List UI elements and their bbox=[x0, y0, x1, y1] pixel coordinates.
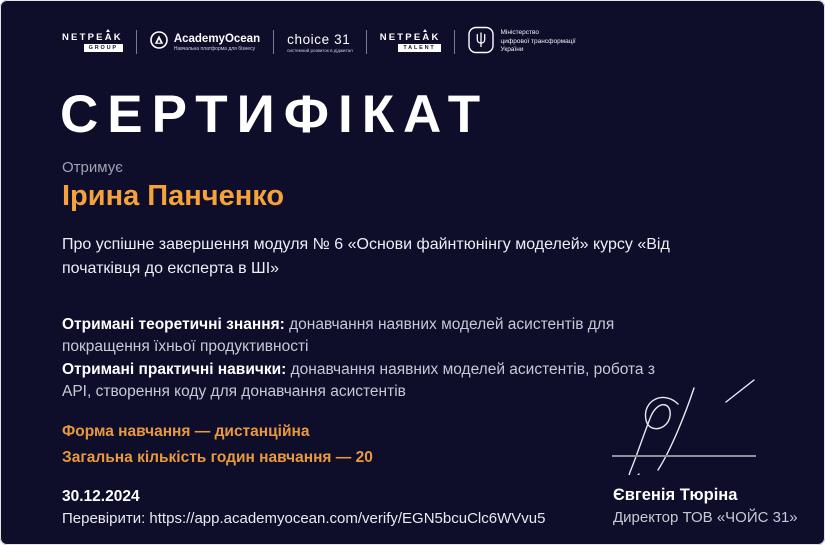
logo-divider bbox=[454, 30, 455, 54]
netpeak-talent-badge: TALENT bbox=[398, 44, 440, 53]
netpeak-group-wordmark: NETPEAK bbox=[62, 31, 123, 43]
logo-divider bbox=[273, 30, 274, 54]
certificate-title: СЕРТИФІКАТ bbox=[60, 85, 490, 144]
netpeak-group-logo bbox=[62, 32, 123, 53]
verify-url[interactable]: https://app.academyocean.com/verify/EGN5bcuClc6WVvu5 bbox=[149, 510, 546, 527]
training-form: Форма навчання — дистанційна bbox=[62, 423, 310, 440]
verify-line bbox=[62, 510, 545, 527]
academyocean-wordmark: AcademyOcean bbox=[173, 32, 261, 45]
netpeak-group-badge: GROUP bbox=[84, 44, 123, 53]
signature-image bbox=[598, 370, 773, 475]
trident-icon bbox=[468, 26, 494, 59]
signature-line bbox=[612, 455, 756, 457]
verify-label: Перевірити: bbox=[62, 510, 146, 527]
academyocean-tagline: Навчальна платформа для бізнесу bbox=[173, 45, 256, 52]
course-description: Про успішне завершення модуля № 6 «Основи файнтюнінгу моделей» курсу «Від початківця до експерта в ШІ» bbox=[62, 236, 670, 277]
netpeak-talent-logo bbox=[380, 32, 441, 53]
training-details bbox=[62, 419, 373, 471]
academyocean-logo bbox=[150, 31, 260, 54]
choice31-tagline: системний розвиток в діджитал bbox=[287, 47, 353, 53]
practical-skills-label: Отримані практичні навички: bbox=[62, 361, 287, 378]
practical-skills-text: донавчання наявних моделей асистентів, робота з API, створення коду для донавчання асистентів bbox=[62, 361, 655, 400]
signatory-name: Євгенія Тюріна bbox=[613, 486, 738, 504]
signatory-title: Директор ТОВ «ЧОЙС 31» bbox=[613, 509, 798, 526]
theoretical-knowledge bbox=[62, 314, 672, 358]
theoretical-knowledge-text: донавчання наявних моделей асистентів для покращення їхньої продуктивності bbox=[62, 316, 615, 355]
recipient-name: Ірина Панченко bbox=[62, 180, 285, 212]
logo-divider bbox=[136, 30, 137, 54]
theoretical-knowledge-label: Отримані теоретичні знання: bbox=[62, 316, 285, 333]
issue-date: 30.12.2024 bbox=[62, 488, 140, 505]
ministry-logo bbox=[468, 26, 576, 59]
logo-bar bbox=[62, 23, 576, 61]
recipient-label: Отримує bbox=[62, 159, 123, 176]
logo-divider bbox=[366, 30, 367, 54]
practical-skills bbox=[62, 359, 672, 403]
choice31-wordmark: choice 31 bbox=[287, 31, 351, 47]
netpeak-talent-wordmark: NETPEAK bbox=[379, 31, 441, 43]
academyocean-icon bbox=[150, 31, 168, 54]
training-hours: Загальна кількість годин навчання — 20 bbox=[62, 449, 373, 466]
ministry-name: Міністерство цифрової трансформації України bbox=[500, 29, 576, 54]
choice31-logo bbox=[287, 32, 353, 53]
